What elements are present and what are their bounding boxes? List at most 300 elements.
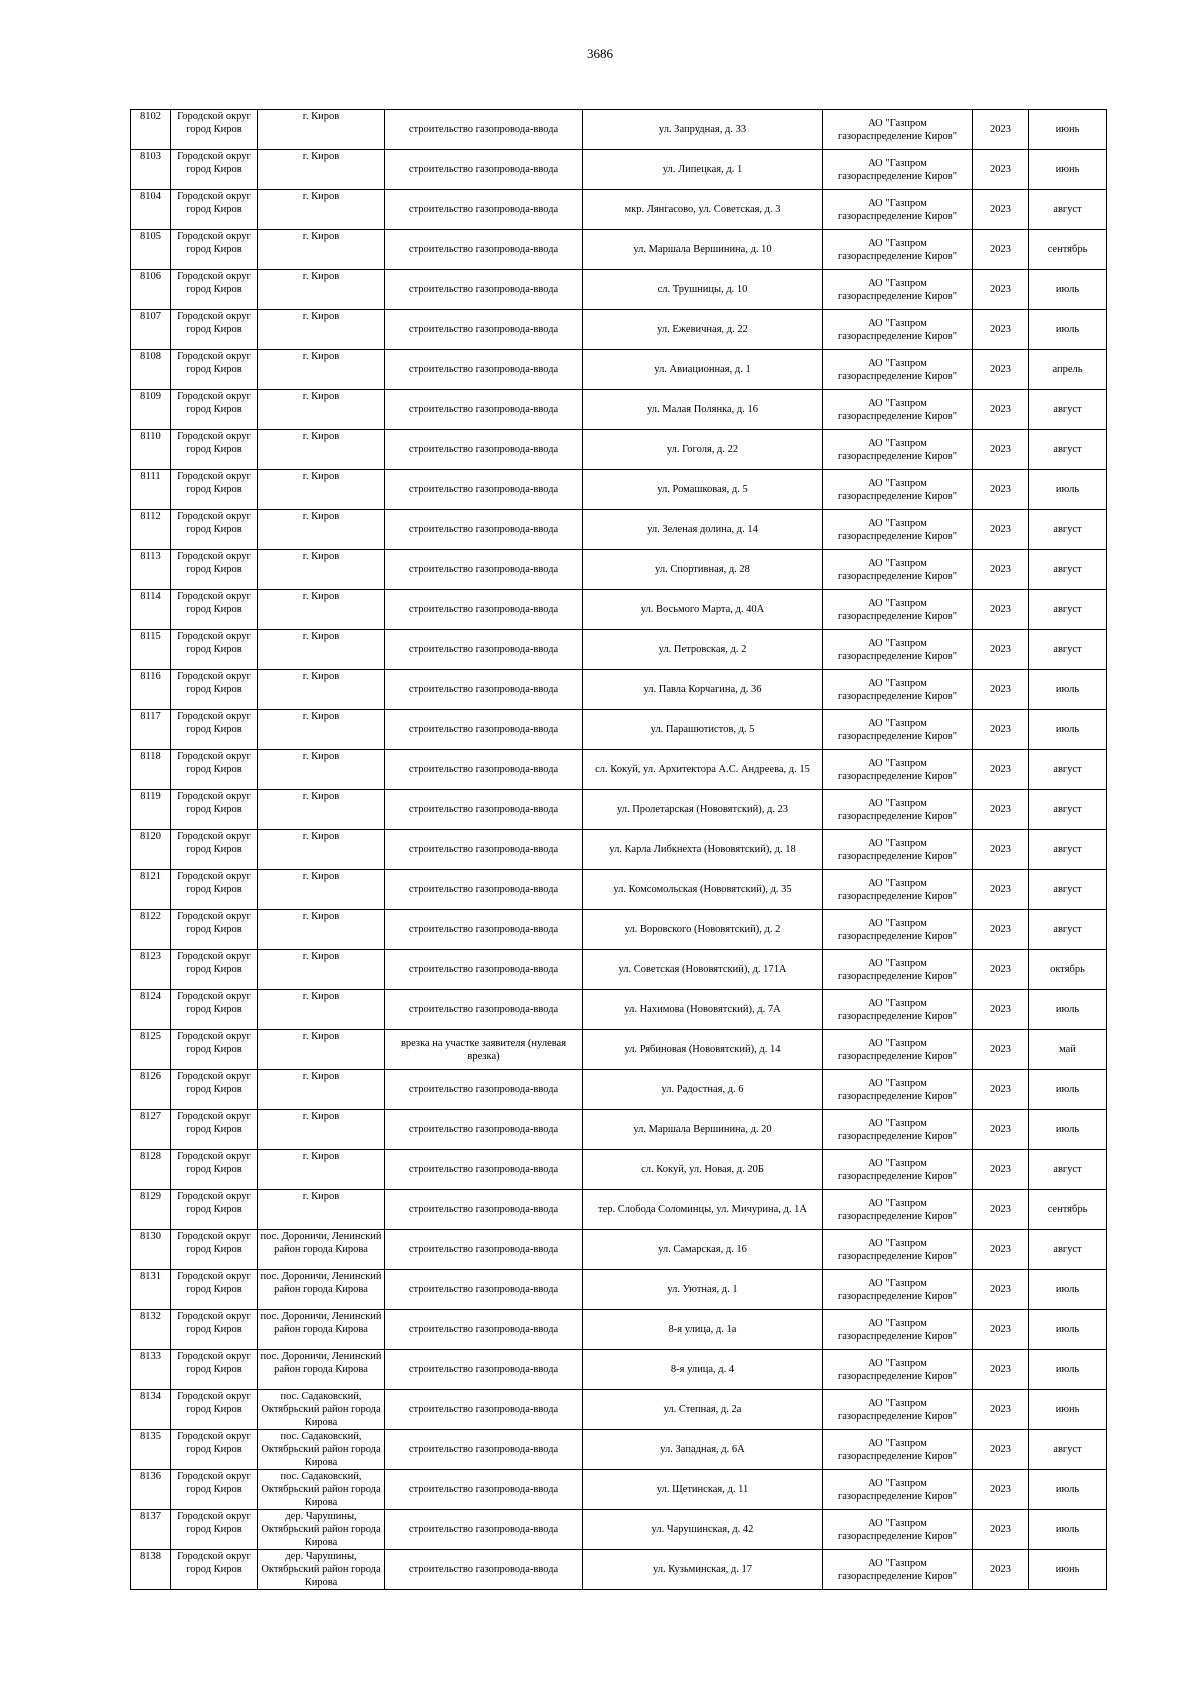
address-cell: ул. Ежевичная, д. 22 — [583, 310, 823, 350]
table-row — [131, 1510, 1107, 1550]
municipality-cell: Городской округ город Киров — [171, 190, 258, 230]
locality-cell: г. Киров — [258, 230, 385, 270]
table-row — [131, 1430, 1107, 1470]
locality-cell: г. Киров — [258, 470, 385, 510]
address-cell: сл. Кокуй, ул. Новая, д. 20Б — [583, 1150, 823, 1190]
address-cell: ул. Парашютистов, д. 5 — [583, 710, 823, 750]
organization-line-1: АО "Газпром — [868, 517, 927, 529]
organization-cell — [823, 1230, 973, 1270]
locality-cell: г. Киров — [258, 710, 385, 750]
table-row — [131, 1030, 1107, 1070]
locality-cell: пос. Дороничи, Ленинский район города Кирова — [258, 1310, 385, 1350]
locality-cell: г. Киров — [258, 190, 385, 230]
municipality-cell: Городской округ город Киров — [171, 1070, 258, 1110]
year-cell: 2023 — [973, 150, 1029, 190]
locality-cell: г. Киров — [258, 350, 385, 390]
organization-line-2: газораспределение Киров" — [837, 410, 958, 422]
organization-cell — [823, 1190, 973, 1230]
municipality-cell: Городской округ город Киров — [171, 390, 258, 430]
row-number-cell: 8134 — [131, 1390, 171, 1430]
year-cell: 2023 — [973, 790, 1029, 830]
address-cell: ул. Советская (Нововятский), д. 171А — [583, 950, 823, 990]
organization-line-2: газораспределение Киров" — [837, 1290, 958, 1302]
work-type-cell: строительство газопровода-ввода — [385, 1190, 583, 1230]
address-cell: 8-я улица, д. 4 — [583, 1350, 823, 1390]
work-type-cell: строительство газопровода-ввода — [385, 1470, 583, 1510]
gas-connection-table-wrap — [130, 109, 1107, 1590]
row-number-cell: 8132 — [131, 1310, 171, 1350]
locality-cell: г. Киров — [258, 670, 385, 710]
organization-line-1: АО "Газпром — [868, 1397, 927, 1409]
municipality-cell: Городской округ город Киров — [171, 1030, 258, 1070]
organization-cell — [823, 270, 973, 310]
municipality-cell: Городской округ город Киров — [171, 1350, 258, 1390]
table-row — [131, 1470, 1107, 1510]
work-type-cell: строительство газопровода-ввода — [385, 590, 583, 630]
locality-cell: пос. Дороничи, Ленинский район города Кирова — [258, 1230, 385, 1270]
locality-cell: г. Киров — [258, 590, 385, 630]
year-cell: 2023 — [973, 1270, 1029, 1310]
locality-cell: г. Киров — [258, 430, 385, 470]
work-type-cell: строительство газопровода-ввода — [385, 550, 583, 590]
organization-cell — [823, 510, 973, 550]
organization-cell — [823, 710, 973, 750]
organization-line-1: АО "Газпром — [868, 317, 927, 329]
work-type-cell: врезка на участке заявителя (нулевая врезка) — [385, 1030, 583, 1070]
table-row — [131, 1350, 1107, 1390]
table-row — [131, 990, 1107, 1030]
table-row — [131, 1550, 1107, 1590]
row-number-cell: 8109 — [131, 390, 171, 430]
address-cell: мкр. Лянгасово, ул. Советская, д. 3 — [583, 190, 823, 230]
row-number-cell: 8108 — [131, 350, 171, 390]
address-cell: ул. Нахимова (Нововятский), д. 7А — [583, 990, 823, 1030]
work-type-cell: строительство газопровода-ввода — [385, 670, 583, 710]
locality-cell: г. Киров — [258, 150, 385, 190]
month-cell: август — [1029, 1150, 1107, 1190]
month-cell: август — [1029, 910, 1107, 950]
work-type-cell: строительство газопровода-ввода — [385, 790, 583, 830]
row-number-cell: 8137 — [131, 1510, 171, 1550]
year-cell: 2023 — [973, 590, 1029, 630]
table-row — [131, 110, 1107, 150]
work-type-cell: строительство газопровода-ввода — [385, 310, 583, 350]
work-type-cell: строительство газопровода-ввода — [385, 1110, 583, 1150]
locality-cell: дер. Чарушины, Октябрьский район города Кирова — [258, 1510, 385, 1550]
municipality-cell: Городской округ город Киров — [171, 1430, 258, 1470]
municipality-cell: Городской округ город Киров — [171, 270, 258, 310]
table-row — [131, 310, 1107, 350]
table-row — [131, 950, 1107, 990]
locality-cell: пос. Садаковский, Октябрьский район города Кирова — [258, 1430, 385, 1470]
table-body — [131, 110, 1107, 1590]
municipality-cell: Городской округ город Киров — [171, 110, 258, 150]
address-cell: ул. Воровского (Нововятский), д. 2 — [583, 910, 823, 950]
municipality-cell: Городской округ город Киров — [171, 1230, 258, 1270]
organization-line-1: АО "Газпром — [868, 1437, 927, 1449]
row-number-cell: 8128 — [131, 1150, 171, 1190]
row-number-cell: 8113 — [131, 550, 171, 590]
work-type-cell: строительство газопровода-ввода — [385, 1070, 583, 1110]
locality-cell: г. Киров — [258, 910, 385, 950]
address-cell: ул. Пролетарская (Нововятский), д. 23 — [583, 790, 823, 830]
month-cell: июль — [1029, 1350, 1107, 1390]
row-number-cell: 8114 — [131, 590, 171, 630]
municipality-cell: Городской округ город Киров — [171, 990, 258, 1030]
organization-line-1: АО "Газпром — [868, 437, 927, 449]
row-number-cell: 8123 — [131, 950, 171, 990]
work-type-cell: строительство газопровода-ввода — [385, 1550, 583, 1590]
row-number-cell: 8116 — [131, 670, 171, 710]
work-type-cell: строительство газопровода-ввода — [385, 510, 583, 550]
month-cell: август — [1029, 750, 1107, 790]
table-row — [131, 830, 1107, 870]
organization-line-1: АО "Газпром — [868, 1117, 927, 1129]
organization-cell — [823, 430, 973, 470]
work-type-cell: строительство газопровода-ввода — [385, 190, 583, 230]
year-cell: 2023 — [973, 270, 1029, 310]
month-cell: август — [1029, 590, 1107, 630]
organization-line-2: газораспределение Киров" — [837, 250, 958, 262]
locality-cell: г. Киров — [258, 950, 385, 990]
locality-cell: пос. Дороничи, Ленинский район города Кирова — [258, 1270, 385, 1310]
year-cell: 2023 — [973, 1310, 1029, 1350]
row-number-cell: 8124 — [131, 990, 171, 1030]
municipality-cell: Городской округ город Киров — [171, 830, 258, 870]
organization-line-2: газораспределение Киров" — [837, 1490, 958, 1502]
year-cell: 2023 — [973, 110, 1029, 150]
organization-line-2: газораспределение Киров" — [837, 490, 958, 502]
organization-cell — [823, 1470, 973, 1510]
table-row — [131, 190, 1107, 230]
table-row — [131, 1270, 1107, 1310]
municipality-cell: Городской округ город Киров — [171, 1110, 258, 1150]
year-cell: 2023 — [973, 910, 1029, 950]
locality-cell: дер. Чарушины, Октябрьский район города Кирова — [258, 1550, 385, 1590]
organization-line-1: АО "Газпром — [868, 397, 927, 409]
organization-line-1: АО "Газпром — [868, 1197, 927, 1209]
row-number-cell: 8122 — [131, 910, 171, 950]
row-number-cell: 8103 — [131, 150, 171, 190]
municipality-cell: Городской округ город Киров — [171, 1510, 258, 1550]
work-type-cell: строительство газопровода-ввода — [385, 830, 583, 870]
work-type-cell: строительство газопровода-ввода — [385, 1390, 583, 1430]
locality-cell: г. Киров — [258, 310, 385, 350]
organization-line-1: АО "Газпром — [868, 1357, 927, 1369]
page-number: 3686 — [587, 46, 613, 61]
year-cell: 2023 — [973, 1350, 1029, 1390]
organization-line-2: газораспределение Киров" — [837, 810, 958, 822]
address-cell: ул. Самарская, д. 16 — [583, 1230, 823, 1270]
municipality-cell: Городской округ город Киров — [171, 550, 258, 590]
month-cell: август — [1029, 830, 1107, 870]
organization-cell — [823, 390, 973, 430]
work-type-cell: строительство газопровода-ввода — [385, 710, 583, 750]
organization-line-2: газораспределение Киров" — [837, 570, 958, 582]
work-type-cell: строительство газопровода-ввода — [385, 150, 583, 190]
organization-cell — [823, 1350, 973, 1390]
organization-line-1: АО "Газпром — [868, 1037, 927, 1049]
year-cell: 2023 — [973, 190, 1029, 230]
month-cell: июль — [1029, 1510, 1107, 1550]
organization-cell — [823, 550, 973, 590]
month-cell: июль — [1029, 310, 1107, 350]
municipality-cell: Городской округ город Киров — [171, 630, 258, 670]
organization-line-1: АО "Газпром — [868, 357, 927, 369]
month-cell: июль — [1029, 1070, 1107, 1110]
row-number-cell: 8127 — [131, 1110, 171, 1150]
organization-line-2: газораспределение Киров" — [837, 210, 958, 222]
address-cell: ул. Ромашковая, д. 5 — [583, 470, 823, 510]
municipality-cell: Городской округ город Киров — [171, 670, 258, 710]
address-cell: ул. Карла Либкнехта (Нововятский), д. 18 — [583, 830, 823, 870]
organization-cell — [823, 230, 973, 270]
address-cell: ул. Рябиновая (Нововятский), д. 14 — [583, 1030, 823, 1070]
municipality-cell: Городской округ город Киров — [171, 910, 258, 950]
row-number-cell: 8135 — [131, 1430, 171, 1470]
work-type-cell: строительство газопровода-ввода — [385, 950, 583, 990]
table-row — [131, 1390, 1107, 1430]
work-type-cell: строительство газопровода-ввода — [385, 430, 583, 470]
locality-cell: г. Киров — [258, 790, 385, 830]
row-number-cell: 8111 — [131, 470, 171, 510]
organization-line-1: АО "Газпром — [868, 1517, 927, 1529]
month-cell: апрель — [1029, 350, 1107, 390]
municipality-cell: Городской округ город Киров — [171, 790, 258, 830]
organization-cell — [823, 310, 973, 350]
table-row — [131, 1310, 1107, 1350]
organization-line-2: газораспределение Киров" — [837, 370, 958, 382]
month-cell: сентябрь — [1029, 1190, 1107, 1230]
organization-line-1: АО "Газпром — [868, 1237, 927, 1249]
year-cell: 2023 — [973, 1030, 1029, 1070]
month-cell: май — [1029, 1030, 1107, 1070]
organization-cell — [823, 1070, 973, 1110]
row-number-cell: 8136 — [131, 1470, 171, 1510]
work-type-cell: строительство газопровода-ввода — [385, 1270, 583, 1310]
address-cell: ул. Кузьминская, д. 17 — [583, 1550, 823, 1590]
organization-line-1: АО "Газпром — [868, 637, 927, 649]
work-type-cell: строительство газопровода-ввода — [385, 750, 583, 790]
row-number-cell: 8120 — [131, 830, 171, 870]
organization-cell — [823, 1150, 973, 1190]
organization-line-1: АО "Газпром — [868, 277, 927, 289]
locality-cell: пос. Дороничи, Ленинский район города Кирова — [258, 1350, 385, 1390]
row-number-cell: 8115 — [131, 630, 171, 670]
table-row — [131, 1190, 1107, 1230]
year-cell: 2023 — [973, 630, 1029, 670]
organization-cell — [823, 670, 973, 710]
organization-line-2: газораспределение Киров" — [837, 530, 958, 542]
locality-cell: г. Киров — [258, 550, 385, 590]
locality-cell: г. Киров — [258, 110, 385, 150]
municipality-cell: Городской округ город Киров — [171, 1150, 258, 1190]
municipality-cell: Городской округ город Киров — [171, 430, 258, 470]
month-cell: июль — [1029, 1310, 1107, 1350]
year-cell: 2023 — [973, 950, 1029, 990]
organization-cell — [823, 750, 973, 790]
month-cell: июнь — [1029, 150, 1107, 190]
organization-cell — [823, 1390, 973, 1430]
organization-line-2: газораспределение Киров" — [837, 770, 958, 782]
year-cell: 2023 — [973, 710, 1029, 750]
organization-line-2: газораспределение Киров" — [837, 930, 958, 942]
address-cell: ул. Петровская, д. 2 — [583, 630, 823, 670]
row-number-cell: 8107 — [131, 310, 171, 350]
table-row — [131, 630, 1107, 670]
organization-cell — [823, 1310, 973, 1350]
row-number-cell: 8121 — [131, 870, 171, 910]
month-cell: август — [1029, 630, 1107, 670]
work-type-cell: строительство газопровода-ввода — [385, 910, 583, 950]
row-number-cell: 8105 — [131, 230, 171, 270]
year-cell: 2023 — [973, 1390, 1029, 1430]
year-cell: 2023 — [973, 870, 1029, 910]
month-cell: июнь — [1029, 1390, 1107, 1430]
organization-cell — [823, 190, 973, 230]
row-number-cell: 8138 — [131, 1550, 171, 1590]
address-cell: ул. Спортивная, д. 28 — [583, 550, 823, 590]
year-cell: 2023 — [973, 310, 1029, 350]
month-cell: июль — [1029, 1110, 1107, 1150]
organization-line-1: АО "Газпром — [868, 957, 927, 969]
month-cell: июль — [1029, 990, 1107, 1030]
organization-cell — [823, 790, 973, 830]
work-type-cell: строительство газопровода-ввода — [385, 990, 583, 1030]
address-cell: ул. Гоголя, д. 22 — [583, 430, 823, 470]
month-cell: август — [1029, 790, 1107, 830]
address-cell: ул. Щетинская, д. 11 — [583, 1470, 823, 1510]
row-number-cell: 8129 — [131, 1190, 171, 1230]
month-cell: август — [1029, 390, 1107, 430]
table-row — [131, 710, 1107, 750]
month-cell: июнь — [1029, 110, 1107, 150]
year-cell: 2023 — [973, 670, 1029, 710]
locality-cell: пос. Садаковский, Октябрьский район города Кирова — [258, 1390, 385, 1430]
table-row — [131, 870, 1107, 910]
organization-line-2: газораспределение Киров" — [837, 970, 958, 982]
locality-cell: г. Киров — [258, 630, 385, 670]
work-type-cell: строительство газопровода-ввода — [385, 1430, 583, 1470]
address-cell: ул. Степная, д. 2а — [583, 1390, 823, 1430]
address-cell: ул. Запрудная, д. 33 — [583, 110, 823, 150]
organization-line-1: АО "Газпром — [868, 757, 927, 769]
municipality-cell: Городской округ город Киров — [171, 1270, 258, 1310]
address-cell: ул. Маршала Вершинина, д. 20 — [583, 1110, 823, 1150]
organization-line-2: газораспределение Киров" — [837, 1370, 958, 1382]
row-number-cell: 8133 — [131, 1350, 171, 1390]
organization-line-1: АО "Газпром — [868, 157, 927, 169]
organization-cell — [823, 1510, 973, 1550]
municipality-cell: Городской округ город Киров — [171, 750, 258, 790]
organization-line-2: газораспределение Киров" — [837, 730, 958, 742]
organization-cell — [823, 1270, 973, 1310]
organization-cell — [823, 1110, 973, 1150]
row-number-cell: 8117 — [131, 710, 171, 750]
year-cell: 2023 — [973, 750, 1029, 790]
organization-cell — [823, 630, 973, 670]
year-cell: 2023 — [973, 1550, 1029, 1590]
organization-cell — [823, 1030, 973, 1070]
row-number-cell: 8131 — [131, 1270, 171, 1310]
organization-line-1: АО "Газпром — [868, 1277, 927, 1289]
organization-line-1: АО "Газпром — [868, 677, 927, 689]
table-row — [131, 1230, 1107, 1270]
locality-cell: г. Киров — [258, 1070, 385, 1110]
address-cell: ул. Павла Корчагина, д. 36 — [583, 670, 823, 710]
year-cell: 2023 — [973, 990, 1029, 1030]
municipality-cell: Городской округ город Киров — [171, 1310, 258, 1350]
municipality-cell: Городской округ город Киров — [171, 1470, 258, 1510]
work-type-cell: строительство газопровода-ввода — [385, 110, 583, 150]
row-number-cell: 8112 — [131, 510, 171, 550]
organization-cell — [823, 1430, 973, 1470]
organization-line-2: газораспределение Киров" — [837, 1090, 958, 1102]
organization-line-2: газораспределение Киров" — [837, 850, 958, 862]
municipality-cell: Городской округ город Киров — [171, 950, 258, 990]
organization-line-1: АО "Газпром — [868, 1077, 927, 1089]
municipality-cell: Городской округ город Киров — [171, 590, 258, 630]
organization-line-1: АО "Газпром — [868, 997, 927, 1009]
locality-cell: г. Киров — [258, 1030, 385, 1070]
year-cell: 2023 — [973, 430, 1029, 470]
year-cell: 2023 — [973, 510, 1029, 550]
month-cell: октябрь — [1029, 950, 1107, 990]
gas-connection-table — [130, 109, 1107, 1590]
locality-cell: пос. Садаковский, Октябрьский район города Кирова — [258, 1470, 385, 1510]
organization-line-2: газораспределение Киров" — [837, 1210, 958, 1222]
organization-cell — [823, 950, 973, 990]
organization-line-1: АО "Газпром — [868, 237, 927, 249]
organization-line-2: газораспределение Киров" — [837, 450, 958, 462]
locality-cell: г. Киров — [258, 870, 385, 910]
organization-cell — [823, 150, 973, 190]
work-type-cell: строительство газопровода-ввода — [385, 270, 583, 310]
table-row — [131, 910, 1107, 950]
municipality-cell: Городской округ город Киров — [171, 310, 258, 350]
table-row — [131, 430, 1107, 470]
address-cell: ул. Восьмого Марта, д. 40А — [583, 590, 823, 630]
municipality-cell: Городской округ город Киров — [171, 510, 258, 550]
month-cell: июль — [1029, 670, 1107, 710]
table-row — [131, 1110, 1107, 1150]
table-row — [131, 150, 1107, 190]
organization-cell — [823, 910, 973, 950]
year-cell: 2023 — [973, 470, 1029, 510]
month-cell: июль — [1029, 270, 1107, 310]
organization-cell — [823, 350, 973, 390]
month-cell: август — [1029, 870, 1107, 910]
table-row — [131, 670, 1107, 710]
locality-cell: г. Киров — [258, 1150, 385, 1190]
locality-cell: г. Киров — [258, 750, 385, 790]
organization-line-1: АО "Газпром — [868, 557, 927, 569]
locality-cell: г. Киров — [258, 1110, 385, 1150]
year-cell: 2023 — [973, 350, 1029, 390]
organization-line-1: АО "Газпром — [868, 1317, 927, 1329]
work-type-cell: строительство газопровода-ввода — [385, 470, 583, 510]
organization-line-1: АО "Газпром — [868, 1477, 927, 1489]
organization-line-2: газораспределение Киров" — [837, 890, 958, 902]
organization-cell — [823, 830, 973, 870]
table-row — [131, 750, 1107, 790]
month-cell: июнь — [1029, 1550, 1107, 1590]
organization-line-2: газораспределение Киров" — [837, 1010, 958, 1022]
locality-cell: г. Киров — [258, 1190, 385, 1230]
year-cell: 2023 — [973, 1230, 1029, 1270]
organization-line-2: газораспределение Киров" — [837, 1330, 958, 1342]
municipality-cell: Городской округ город Киров — [171, 1550, 258, 1590]
